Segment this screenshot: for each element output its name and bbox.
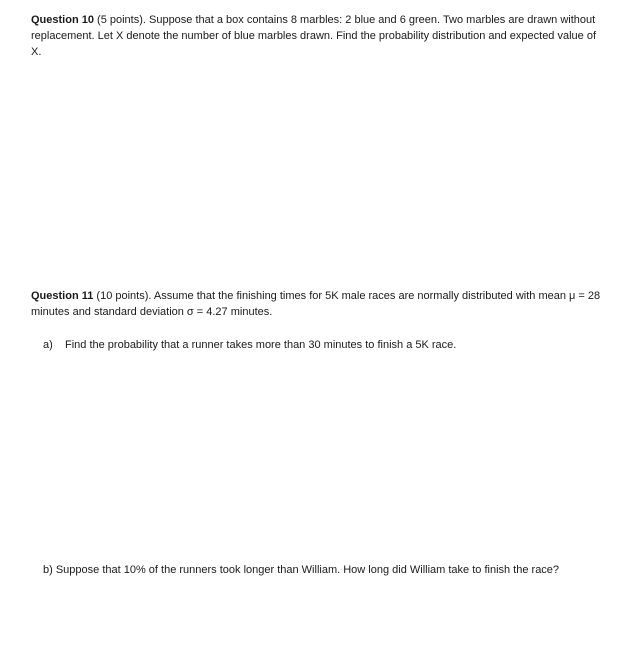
- question-10-points: (5 points).: [93, 14, 146, 26]
- part-b-text: b) Suppose that 10% of the runners took longer than William. How long did William take to finish the race?: [43, 564, 560, 576]
- question-11-part-a: [43, 337, 603, 353]
- question-11-points: (10 points).: [93, 290, 152, 302]
- question-10-label: Question 10: [31, 14, 94, 26]
- question-11: [31, 288, 601, 320]
- question-10: [31, 12, 601, 60]
- question-11-label: Question 11: [31, 290, 94, 302]
- part-a-label: a): [43, 339, 53, 351]
- question-11-text: Assume that the finishing times for 5K male races are normally distributed with mean μ = 28 minutes and standard deviation σ = 4.27 minutes.: [31, 290, 601, 318]
- question-10-text: Suppose that a box contains 8 marbles: 2 blue and 6 green. Two marbles are drawn without replacement. Let X denote the number of blue marbles drawn. Find the probability distribution and expected value of X.: [31, 14, 597, 58]
- part-a-text: Find the probability that a runner takes more than 30 minutes to finish a 5K race.: [65, 339, 457, 351]
- question-11-part-b: [31, 562, 601, 578]
